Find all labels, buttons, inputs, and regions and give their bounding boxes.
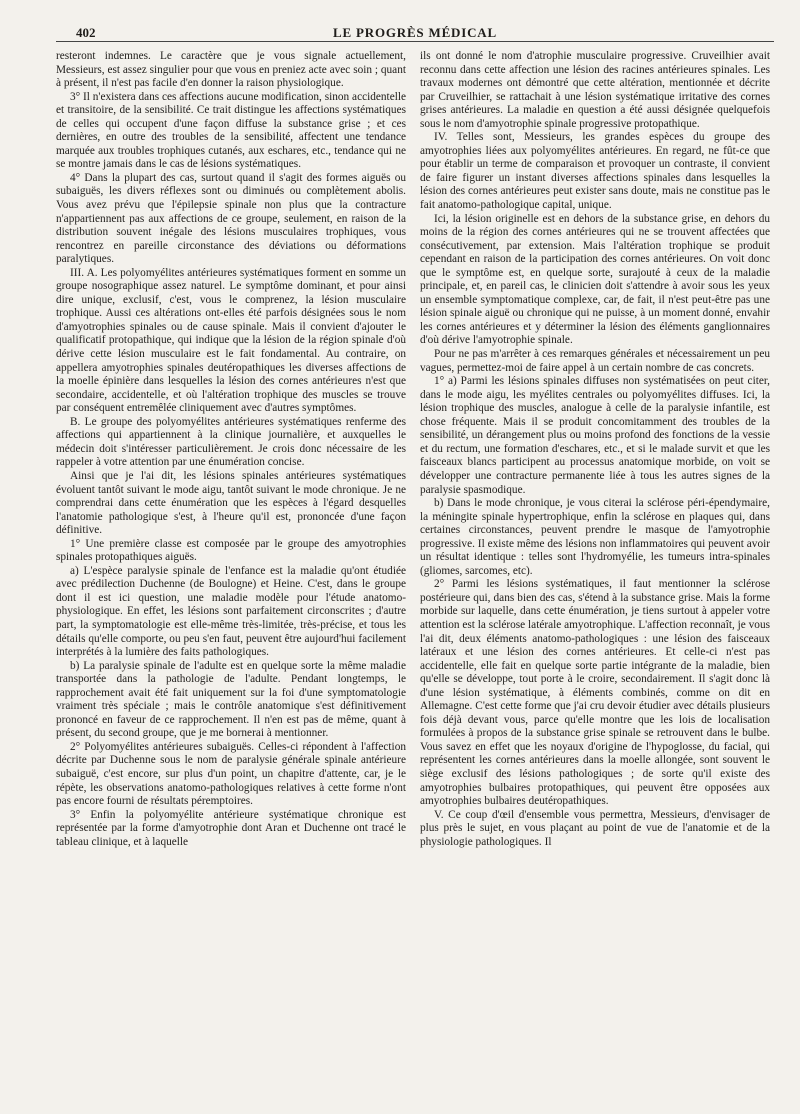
left-paragraph-7: 1° Une première classe est composée par le groupe des amyotrophies spinales protopathiques aiguës. [56, 537, 406, 564]
left-paragraph-6: Ainsi que je l'ai dit, les lésions spinales antérieures systématiques évoluent tantôt suivant le mode aigu, tantôt suivant le mode chronique. Je ne comprendrai dans cette énumération que les espèces à l'égard desquelles l'anatomie pathologique s'est, à l'heure qu'il est, prononcée d'une façon définitive. [56, 469, 406, 537]
two-column-text [56, 50, 774, 849]
right-paragraph-6: b) Dans le mode chronique, je vous citerai la sclérose péri-épendymaire, la méningite spinale hypertrophique, enfin la sclérose en plaques qui, dans certaines circonstances, peuvent prendre le masque de l'amyotrophie progressive. Il existe même des lésions non inflammatoires qui peuvent avoir un résultat identique : telles sont l'hydromyélie, les tumeurs intra-spinales (gliomes, sarcomes, etc). [420, 497, 770, 577]
left-paragraph-11: 3° Enfin la polyomyélite antérieure systématique chronique est représentée par la forme d'amyotrophie dont Aran et Duchenne ont tracé le tableau clinique, et à laquelle [56, 808, 406, 848]
right-paragraph-5: 1° a) Parmi les lésions spinales diffuses non systématisées on peut citer, dans le mode aigu, les myélites centrales ou polyomyélites diffuses. Ici, la lésion trophique des muscles, analogue à celle de la paralysie infantile, est chose fréquente. Mais il se produit concomitamment des troubles de la sensibilité, un dérangement plus ou moins profond des fonctions de la vessie et du rectum, une formation d'eschares, etc., et si le malade survit et que les faisceaux blancs participent au processus anatomique morbide, on voit se développer une contracture permanente liée à tous les autres signes de la paralysie spasmodique. [420, 375, 770, 496]
running-title: LE PROGRÈS MÉDICAL [333, 25, 497, 40]
left-paragraph-1: resteront indemnes. Le caractère que je vous signale actuellement, Messieurs, est assez singulier pour que vous en preniez acte avec soin ; quant à présent, il n'est pas facile d'en donner la raison physiologique. [56, 50, 406, 90]
left-paragraph-3: 4° Dans la plupart des cas, surtout quand il s'agit des formes aiguës ou subaiguës, les divers réflexes sont ou diminués ou complètement abolis. Vous avez prévu que l'épilepsie spinale non plus que la contracture n'appartiennent pas aux affections de ce groupe, seulement, en raison de la distribution souvent inégale des lésions musculaires trophiques, vous rencontrez en pareille circonstance des déviations ou déformations paralytiques. [56, 171, 406, 266]
left-column [56, 50, 406, 849]
page-header [56, 22, 774, 42]
right-paragraph-2: IV. Telles sont, Messieurs, les grandes espèces du groupe des amyotrophies liées aux polyomyélites antérieures. En regard, ne fût-ce que pour établir un terme de comparaison et provoquer un contraste, il convient de faire figurer un instant diverses affections spinales dans lesquelles la lésion des cornes antérieures peut exister sans doute, mais ne constitue pas le fait anatomo-pathologique capital, unique. [420, 131, 770, 212]
right-paragraph-4: Pour ne pas m'arrêter à ces remarques générales et nécessairement un peu vagues, permettez-moi de faire appel à un certain nombre de cas concrets. [420, 348, 770, 374]
right-paragraph-8: V. Ce coup d'œil d'ensemble vous permettra, Messieurs, d'envisager de plus près le sujet, en vous plaçant au point de vue de l'anatomie et de la physiologie pathologiques. Il [420, 808, 770, 848]
right-paragraph-3: Ici, la lésion originelle est en dehors de la substance grise, en dehors du moins de la région des cornes antérieures qui ne se trouvent affectées que consécutivement, par extension. Mais l'altération trophique se produit cependant en raison de la participation des cornes antérieures. On voit donc que le symptôme est, en quelque sorte, surajouté à ceux de la maladie principale, et, en pareil cas, le clinicien doit s'attendre à avoir sous les yeux un ensemble symptomatique complexe, car, de fait, il n'est peut-être pas une lésion spinale aiguë ou chronique qui ne puisse, à un moment donné, envahir les cornes antérieures et y déterminer la lésion des éléments ganglionnaires d'où dérive l'amyotrophie spinale. [420, 212, 770, 347]
left-paragraph-9: b) La paralysie spinale de l'adulte est en quelque sorte la même maladie transportée dans la pathologie de l'adulte. Pendant longtemps, le rapprochement avait été fait uniquement sur la foi d'une symptomatologie vraiment très spéciale ; mais le contrôle anatomique s'est définitivement prononcé en faveur de ce rapprochement. Il n'en est pas de même, quant à présent, du second groupe, que je me bornerai à mentionner. [56, 659, 406, 740]
right-paragraph-1: ils ont donné le nom d'atrophie musculaire progressive. Cruveilhier avait reconnu dans cette affection une lésion des racines antérieures spinales. Les travaux modernes ont démontré que cette altération, mentionnée et décrite par Cruveilhier, se rattachait à une lésion systématique irritative des cornes grises antérieures. La maladie en question a été aussi désignée quelquefois sous le nom d'amyotrophie spinale progressive protopathique. [420, 50, 770, 130]
page-number: 402 [76, 25, 96, 40]
right-paragraph-7: 2° Parmi les lésions systématiques, il faut mentionner la sclérose postérieure qui, dans bien des cas, s'étend à la substance grise. Mais la forme morbide sur laquelle, dans cette énumération, je tiens surtout à appeler votre attention est la sclérose latérale amyotrophique. L'affection reconnaît, je vous l'ai dit, deux éléments anatomo-pathologiques : une lésion des faisceaux latéraux et une lésion des cornes antérieures. Et celle-ci n'est pas accidentelle, elle fait en quelque sorte partie intégrante de la maladie, bien qu'elle se développe, tout porte à le croire, secondairement. Il s'agit donc là d'une lésion systématique, à éléments combinés, comme on dit en Allemagne. C'est cette forme que j'ai cru devoir étudier avec détails plusieurs fois déjà devant vous, parce qu'elle montre que les lois de localisation formulées à propos de la substance grise spinale se retrouvent dans le bulbe. Vous savez en effet que les noyaux d'origine de l'hypoglosse, du facial, qui représentent les cornes antérieures dans la moelle allongée, sont souvent le siège exclusif des lésions pathologiques ; de sorte qu'il existe des amyotrophies bulbaires protopathiques, qui peuvent être opposées aux amyotrophies bulbaires deutéropathiques. [420, 578, 770, 808]
right-column [420, 50, 770, 849]
left-paragraph-10: 2° Polyomyélites antérieures subaiguës. Celles-ci répondent à l'affection décrite par Duchenne sous le nom de paralysie générale spinale antérieure subaiguë, c'est encore, sur plus d'un point, un chapitre d'attente, car, je le répète, les observations anatomo-pathologiques relatives à cette forme n'ont pas encore fourni de résultats péremptoires. [56, 740, 406, 808]
left-paragraph-8: a) L'espèce paralysie spinale de l'enfance est la maladie qu'ont étudiée avec prédilection Duchenne (de Boulogne) et Heine. C'est, dans le groupe dont il est ici question, une maladie modèle pour l'étude anatomo-physiologique. En effet, les lésions sont parfaitement circonscrites ; d'autre part, la symptomatologie est elle-même très-limitée, très-précise, et tous les détails qu'elle comporte, ou peu s'en faut, peuvent être aujourd'hui facilement interprétés à la lumière des faits pathologiques. [56, 564, 406, 659]
left-paragraph-2: 3° Il n'existera dans ces affections aucune modification, sinon accidentelle et transitoire, de la sensibilité. Ce trait distingue les affections systématiques de celles qui occupent d'une façon diffuse la substance grise ; et ces dernières, en outre des troubles de la sensibilité, affectent une tendance marquée aux troubles trophiques cutanés, aux eschares, etc., tendance qui ne se montre jamais dans le cas de lésions systématiques. [56, 90, 406, 171]
left-paragraph-4: III. A. Les polyomyélites antérieures systématiques forment en somme un groupe nosographique assez naturel. Le symptôme dominant, et pour ainsi dire unique, exclusif, c'est, vous le comprenez, la lésion musculaire trophique. Aussi ces altérations ont-elles été parfois désignées sous le nom d'amyotrophies spinales ou de cause spinale. Mais il convient d'ajouter le qualificatif protopathique, qui indique que la lésion de la région spinale d'où dérive cette lésion musculaire est le fait fondamental. Au contraire, on appellera amyotrophies spinales deutéropathiques les diverses affections de la moelle épinière dans lesquelles la lésion des cornes antérieures n'est que secondaire, accidentelle, et où l'altération trophique des muscles se trouve par conséquent entremêlée cliniquement avec d'autres symptômes. [56, 266, 406, 415]
left-paragraph-5: B. Le groupe des polyomyélites antérieures systématiques renferme des affections qui appartiennent à la clinique journalière, et auxquelles le médecin doit s'intéresser particulièrement. Je crois donc nécessaire de les rappeler à votre attention par une énumération concise. [56, 415, 406, 469]
